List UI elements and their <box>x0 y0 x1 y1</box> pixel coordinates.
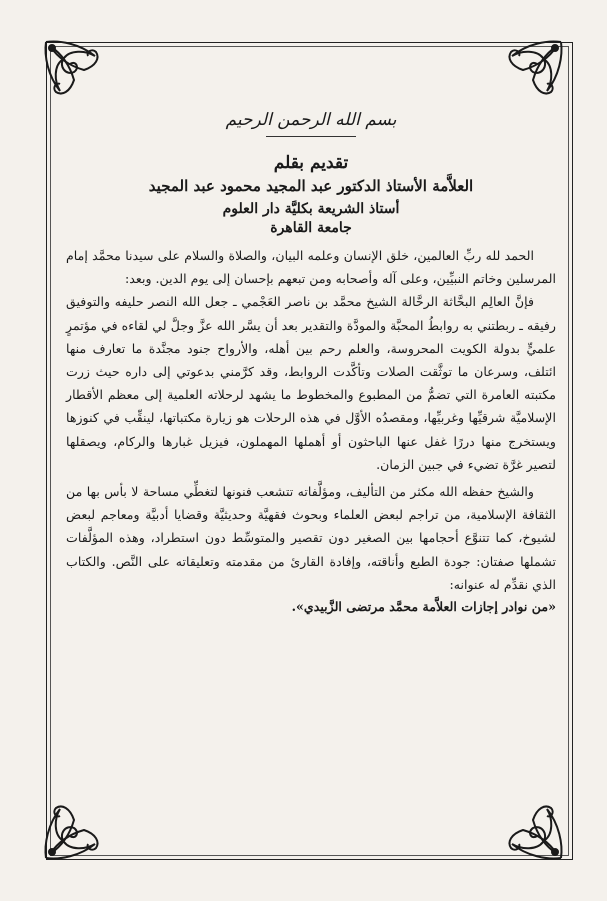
basmala-calligraphy: بسم الله الرحمن الرحيم <box>225 110 397 130</box>
book-title: «من نوادر إجازات العلاَّمة محمَّد مرتضى الزَّبيدي». <box>291 599 556 615</box>
author-university: جامعة القاهرة <box>270 220 352 236</box>
page-title: تقديم بقلم <box>273 153 349 173</box>
paragraph: فإنَّ العالِم البحَّاثة الرحَّالة الشيخ محمَّد بن ناصر العَجْمي ـ جعل الله النصر حليفه والتوفيق رفيقه ـ ربطتني به روابطُ المحبَّة والمودَّة والتقدير بعد أن يسَّر الله عزَّ وجلَّ لي لقاءه في مؤتمرٍ علميٍّ بدولة الكويت المحروسة، والعلم رحم بين أهله، والأرواح جنود مجنَّدة ما تعارف منها ائتلف، وسرعان ما توثَّقت الصلات وتأكَّدت الروابط، وقد كرَّمني بدعوتي إلى داره حيث زرت مكتبته العامرة التي تضمُّ من المطبوع والمخطوط ما يشهد لرحلاته العلمية إلى معظم الأقطار الإسلاميَّة شرقيِّها وغربيِّها، ومقصدُه الأوَّل في هذه الرحلات هو زيارة مكتباتها، لينقِّب في كنوزها ويستخرج منها دررًا غفل عنها الباحثون أو أهملها المهملون، فيزيل غبارها والركام، ويصقلها لتصير غرَّة تضيء في جبين الزمان. <box>66 294 556 472</box>
paragraph: والشيخ حفظه الله مكثر من التأليف، ومؤلَّفاته تتشعب فنونها لتغطِّي مساحة لا بأس بها من الثقافة الإسلامية، من تراجم لبعض العلماء وبحوث فقهيَّة وحديثيَّة وقضايا أدبيَّة ومعاجم لبعض لشيوخ، كما تتنوَّع أحجامها بين الصغير دون تقصير والمتوسِّط دون استطراد، وهذه المؤلَّفات تشملها صفتان: جودة الطبع وأناقته، وإفادة القارئ من مقدمته وتعليقاته على النَّص. والكتاب الذي نقدِّم له عنوانه: <box>66 484 556 592</box>
corner-ornament-icon <box>40 36 110 106</box>
author-position: أستاذ الشريعة بكليَّة دار العلوم <box>222 201 400 217</box>
corner-ornament-icon <box>497 36 567 106</box>
page-content <box>66 110 556 618</box>
author-name: العلاَّمة الأستاذ الدكتور عبد المجيد محمود عبد المجيد <box>148 177 474 195</box>
corner-ornament-icon <box>40 794 110 864</box>
paragraph: الحمد لله ربِّ العالمين، خلق الإنسان وعلمه البيان، والصلاة والسلام على سيدنا محمَّد إمام المرسلين وخاتم النبيِّين، وعلى آله وأصحابه ومن تبعهم بإحسان إلى يوم الدين. وبعد: <box>66 248 556 287</box>
basmala-underline <box>266 136 356 137</box>
corner-ornament-icon <box>497 794 567 864</box>
